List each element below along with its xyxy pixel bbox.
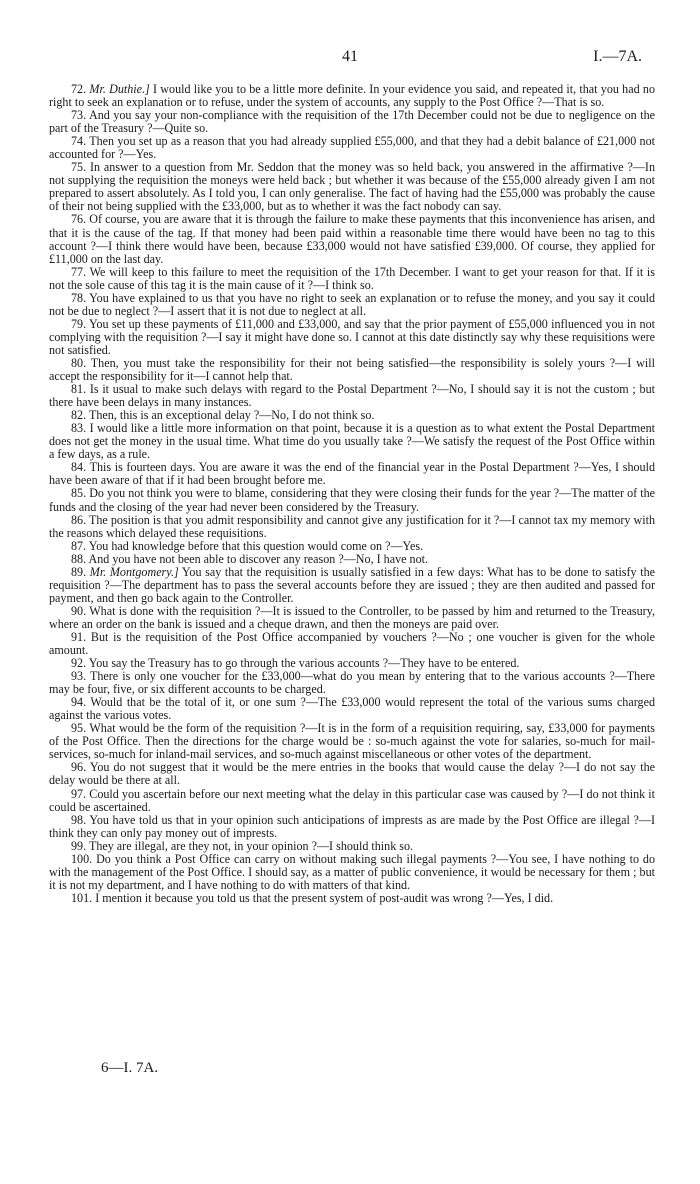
question-paragraph bbox=[49, 892, 655, 905]
speaker-name: Mr. Duthie.] bbox=[89, 82, 150, 96]
question-number: 96. bbox=[71, 760, 87, 775]
question-text: I mention it because you told us that the present system of post-audit was wrong ?—Yes, I did. bbox=[95, 890, 554, 905]
question-number: 73. bbox=[71, 108, 87, 123]
question-text: And you say your non-compliance with the requisition of the 17th December could not be due to negligence on the part of the Treasury ?—Quite so. bbox=[49, 108, 655, 136]
question-paragraph bbox=[49, 461, 655, 487]
question-number: 82. bbox=[71, 408, 87, 423]
question-paragraph bbox=[49, 213, 655, 265]
question-paragraph bbox=[49, 383, 655, 409]
document-body bbox=[49, 83, 655, 905]
question-number: 83. bbox=[71, 421, 87, 436]
question-paragraph bbox=[49, 788, 655, 814]
question-text: Is it usual to make such delays with regard to the Postal Department ?—No, I should say it is not the custom ; but there have been delays in many instances. bbox=[49, 382, 655, 410]
question-paragraph bbox=[49, 83, 655, 109]
question-text: You do not suggest that it would be the mere entries in the books that would cause the delay ?—I do not say the delay would be there at all. bbox=[49, 760, 655, 788]
question-number: 77. bbox=[71, 264, 87, 279]
question-number: 90. bbox=[71, 603, 87, 618]
question-text: You have explained to us that you have no right to seek an explanation or to refuse the money, and you say it could not be due to neglect ?—I assert that it is not due to neglect at all. bbox=[49, 290, 656, 318]
question-number: 72. bbox=[71, 82, 87, 96]
question-text: And you have not been able to discover any reason ?—No, I have not. bbox=[88, 551, 429, 566]
question-number: 101. bbox=[71, 890, 93, 905]
question-text: What is done with the requisition ?—It is issued to the Controller, to be passed by him and returned to the Treasury, where an order on the bank is issued and a cheque drawn, and then the moneys are paid over. bbox=[49, 603, 655, 631]
question-paragraph bbox=[49, 109, 655, 135]
question-paragraph bbox=[49, 814, 655, 840]
question-paragraph bbox=[49, 292, 655, 318]
question-paragraph bbox=[49, 266, 655, 292]
question-text: They are illegal, are they not, in your opinion ?—I should think so. bbox=[88, 838, 414, 853]
page-number: 41 bbox=[342, 48, 358, 65]
question-text: Do you think a Post Office can carry on without making such illegal payments ?—You see, I have nothing to do with the management of the Post Office. I should say, as a matter of public convenience, it would be necessary for them ; but it is not my department, and I have nothing to do with matters of that kind. bbox=[49, 851, 655, 892]
question-paragraph bbox=[49, 631, 655, 657]
page-reference: I.—7A. bbox=[593, 48, 642, 65]
question-text: Then, you must take the responsibility for their not being satisfied—the responsibility is solely yours ?—I will accept the responsibility for it—I cannot help that. bbox=[49, 355, 655, 384]
question-number: 74. bbox=[71, 134, 87, 149]
question-number: 97. bbox=[71, 786, 87, 801]
question-paragraph bbox=[49, 422, 655, 461]
question-number: 93. bbox=[71, 669, 87, 684]
question-text: In answer to a question from Mr. Seddon that the money was so held back, you answered in the affirmative ?—In not supplying the requisition the moneys were held back ; but whether it was because of the £55,000 already given I am not prepared to assert absolutely. As I told you, I can only generalise. The fact of having had the £55,000 was probably the cause of their not being supplied with the £33,000, but as to whether it was the fact nobody can say. bbox=[49, 160, 656, 214]
question-text: You say that the requisition is usually satisfied in a few days: What has to be done to satisfy the requisition ?—The department has to pass the several accounts before they are issued ; they are then audited and passed for payment, and then go back again to the Controller. bbox=[49, 564, 655, 605]
question-text: Would that be the total of it, or one sum ?—The £33,000 would represent the total of the various sums charged against the various votes. bbox=[49, 695, 655, 723]
question-paragraph bbox=[49, 357, 655, 383]
question-number: 98. bbox=[71, 812, 87, 827]
question-text: You set up these payments of £11,000 and £33,000, and say that the prior payment of £55,000 influenced you in not complying with the requisition ?—I say it might have done so. I cannot at this date distinctly say why these requisitions were not satisfied. bbox=[49, 316, 656, 357]
question-number: 91. bbox=[71, 629, 87, 644]
question-number: 92. bbox=[71, 656, 87, 671]
question-number: 89. bbox=[71, 564, 87, 579]
question-paragraph bbox=[49, 670, 655, 696]
question-paragraph bbox=[49, 566, 655, 605]
question-paragraph bbox=[49, 514, 655, 540]
page-header bbox=[0, 48, 700, 72]
question-text: I would like you to be a little more definite. In your evidence you said, and repeated it, that you had no right to seek an explanation or to refuse, under the system of accounts, any supply to the Post Office ?—That is so. bbox=[49, 82, 655, 110]
question-number: 81. bbox=[71, 382, 87, 397]
question-text: You had knowledge before that this question would come on ?—Yes. bbox=[88, 538, 424, 553]
question-number: 86. bbox=[71, 512, 87, 527]
question-text: This is fourteen days. You are aware it was the end of the financial year in the Postal Department ?—Yes, I should have been aware of that if it had been brought before me. bbox=[49, 460, 655, 488]
speaker-name: Mr. Montgomery.] bbox=[89, 564, 179, 579]
question-text: But is the requisition of the Post Office accompanied by vouchers ?—No ; one voucher is given for the whole amount. bbox=[49, 629, 655, 658]
question-text: You have told us that in your opinion such anticipations of imprests as are made by the Post Office are illegal ?—I think they can only pay money out of imprests. bbox=[49, 812, 655, 840]
question-text: Could you ascertain before our next meeting what the delay in this particular case was caused by ?—I do not think it could be ascertained. bbox=[49, 786, 656, 814]
question-number: 99. bbox=[71, 838, 87, 853]
question-text: Do you not think you were to blame, considering that they were closing their funds for the year ?—The matter of the funds and the closing of the year had never been considered by the Treasury. bbox=[49, 486, 655, 514]
question-paragraph bbox=[49, 487, 655, 513]
question-number: 95. bbox=[71, 721, 87, 736]
question-number: 75. bbox=[71, 160, 87, 175]
question-number: 87. bbox=[71, 538, 87, 553]
question-number: 94. bbox=[71, 695, 87, 710]
question-text: You say the Treasury has to go through the various accounts ?—They have to be entered. bbox=[88, 656, 520, 671]
question-paragraph bbox=[49, 761, 655, 787]
question-number: 85. bbox=[71, 486, 87, 501]
question-paragraph bbox=[49, 722, 655, 761]
question-text: Of course, you are aware that it is through the failure to make these payments that this inconvenience has arisen, and that it is the cause of the tag. If that money had been paid within a reasonable time there would have been no tag to this account ?—I think there would have been, because £33,000 would not have satisfied £39,000. Of course, they applied for £11,000 on the last day. bbox=[49, 212, 655, 266]
question-text: What would be the form of the requisition ?—It is in the form of a requisition requiring, say, £33,000 for payments of the Post Office. Then the directions for the charge would be : so-much against the vote for salaries, so-much for mail-services, so-much for inland-mail services, and so-much against miscellaneous or other votes of the department. bbox=[49, 721, 655, 762]
question-text: We will keep to this failure to meet the requisition of the 17th December. I want to get your reason for that. If it is not the sole cause of this tag it is the main cause of it ?—I think so. bbox=[49, 264, 656, 292]
question-number: 80. bbox=[71, 355, 87, 370]
question-number: 79. bbox=[71, 316, 87, 331]
question-paragraph bbox=[49, 853, 655, 892]
question-number: 88. bbox=[71, 551, 87, 566]
question-number: 76. bbox=[71, 212, 87, 227]
question-text: Then, this is an exceptional delay ?—No, I do not think so. bbox=[88, 408, 375, 423]
question-text: The position is that you admit responsibility and cannot give any justification for it ?—I cannot tax my memory with the reasons which delayed these requisitions. bbox=[49, 512, 656, 540]
question-text: I would like a little more information on that point, because it is a question as to what extent the Postal Department does not get the money in the usual time. What time do you usually take ?—We satisfy the request of the Post Office within a few days, as a rule. bbox=[49, 421, 655, 462]
printer-signature: 6—I. 7A. bbox=[101, 1060, 159, 1076]
question-number: 84. bbox=[71, 460, 87, 475]
question-paragraph bbox=[49, 318, 655, 357]
question-number: 100. bbox=[71, 851, 93, 866]
question-paragraph bbox=[49, 605, 655, 631]
question-paragraph bbox=[49, 135, 655, 161]
question-paragraph bbox=[49, 696, 655, 722]
question-number: 78. bbox=[71, 290, 87, 305]
question-text: Then you set up as a reason that you had already supplied £55,000, and that they had a debit balance of £21,000 not accounted for ?—Yes. bbox=[49, 134, 655, 162]
question-paragraph bbox=[49, 161, 655, 213]
question-text: There is only one voucher for the £33,000—what do you mean by entering that to the various accounts ?—There may be four, five, or six different accounts to be charged. bbox=[49, 669, 655, 697]
